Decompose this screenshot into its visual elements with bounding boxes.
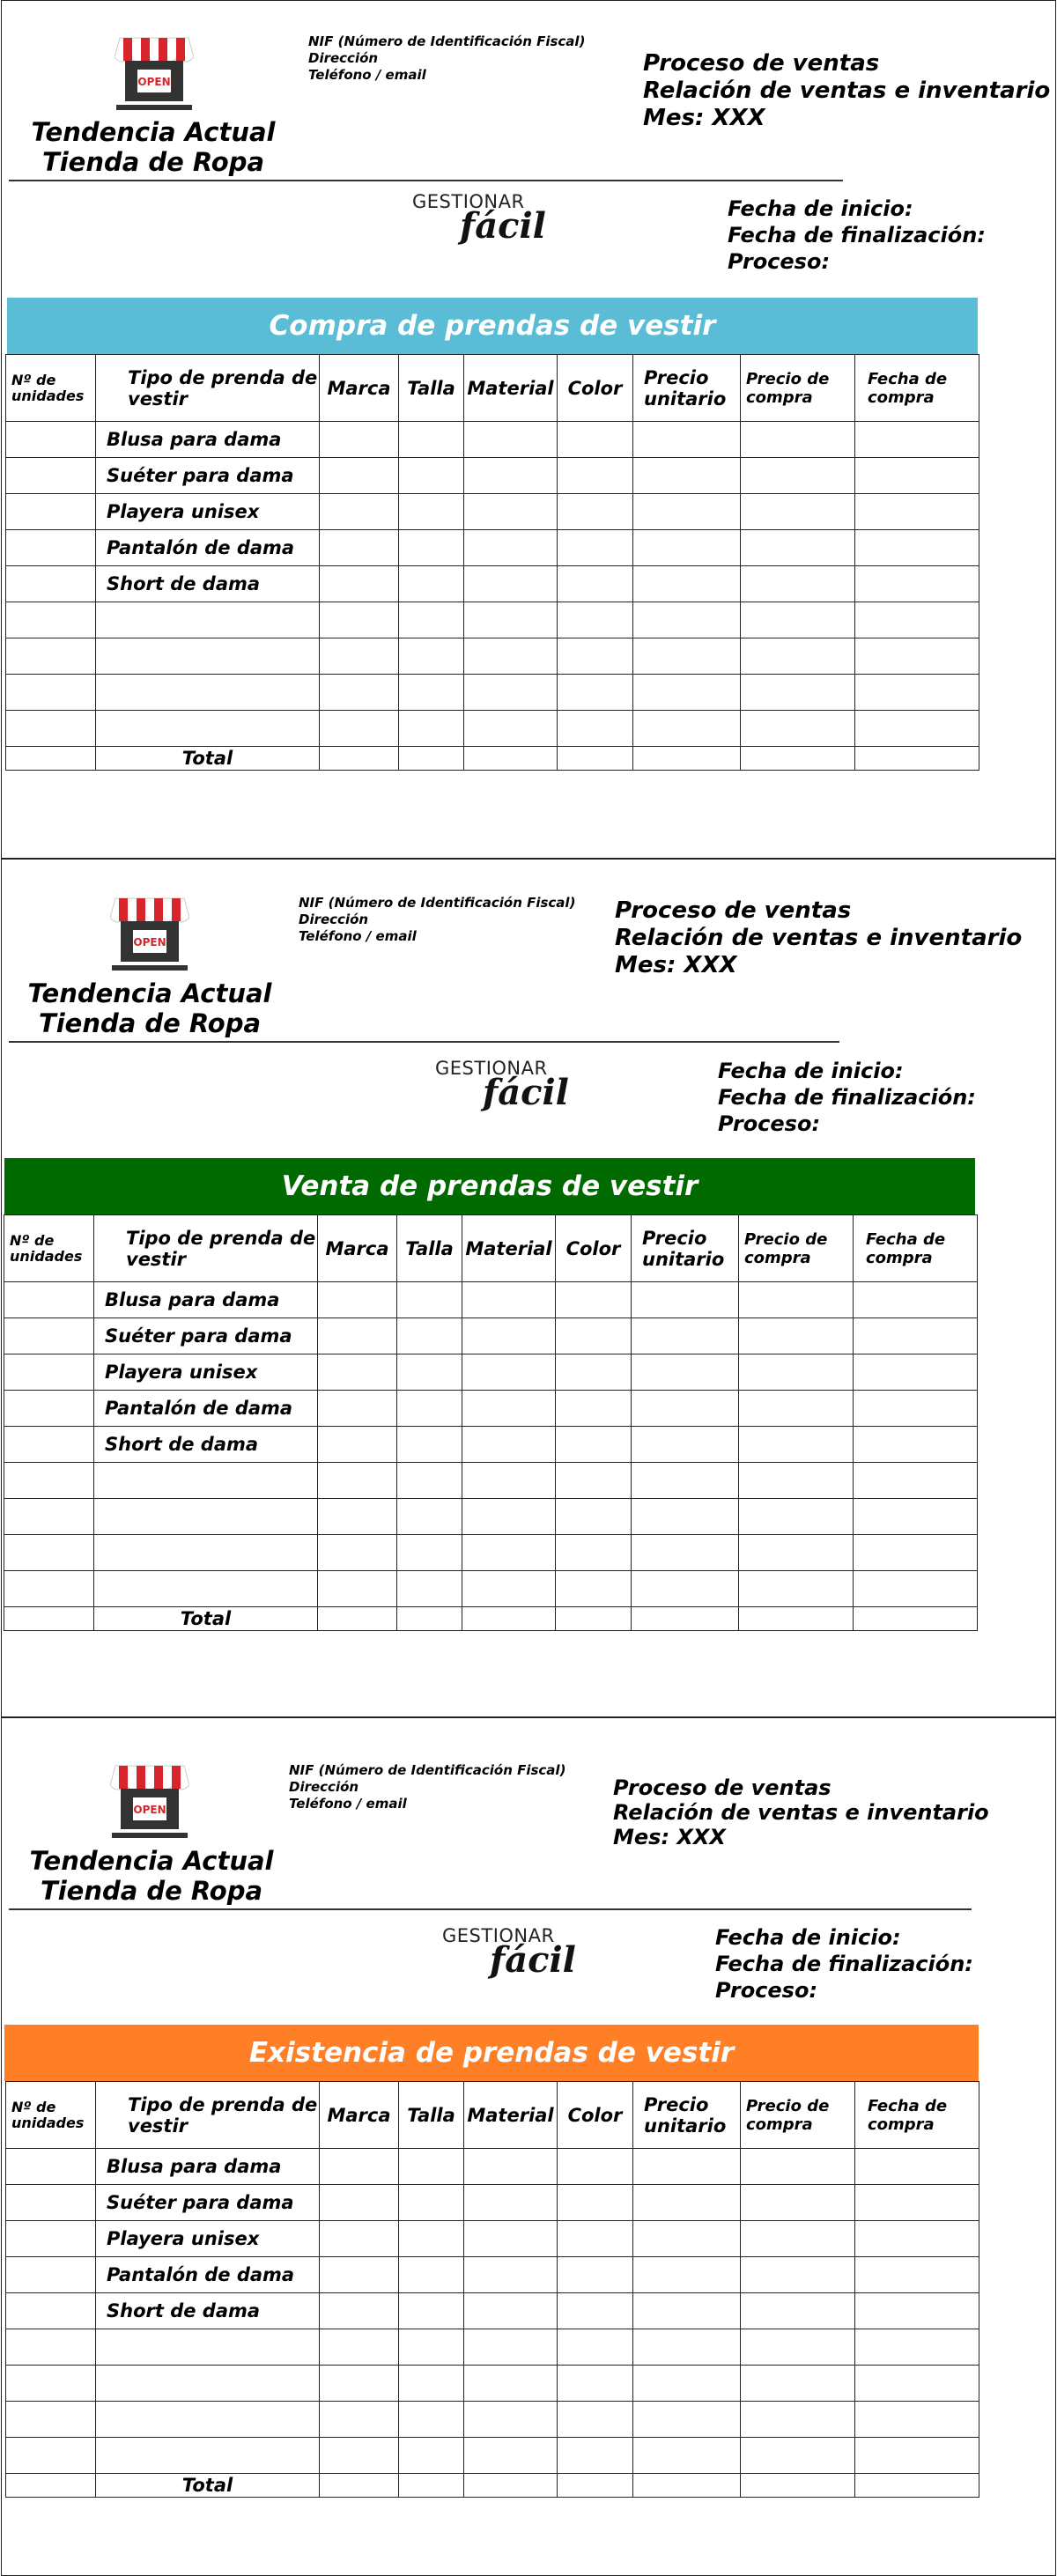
table-row (6, 711, 979, 747)
open-sign-text: OPEN (137, 76, 171, 88)
col-color: Color (558, 2082, 633, 2149)
col-color: Color (558, 355, 633, 422)
start-date-label: Fecha de inicio: (718, 1059, 904, 1083)
table-row (4, 1318, 978, 1354)
col-color: Color (556, 1215, 632, 1282)
contact-label: Teléfono / email (299, 928, 417, 944)
table-row (4, 1535, 978, 1571)
sales-table (4, 1214, 978, 1631)
process-month: Mes: XXX (615, 952, 737, 978)
open-sign-text: OPEN (133, 936, 166, 948)
brand-logo (412, 191, 553, 262)
start-date-label: Fecha de inicio: (715, 1925, 901, 1950)
table-row (4, 1571, 978, 1607)
table-row (6, 638, 979, 675)
date-fields (715, 1924, 973, 2004)
col-purchase-date: Fecha de compra (854, 1215, 978, 1282)
table-row (6, 2185, 979, 2221)
process-info (643, 50, 1050, 132)
nif-label: NIF (Número de Identificación Fiscal) (299, 895, 576, 911)
table-row (6, 675, 979, 711)
item-name: Playera unisex (96, 2221, 320, 2257)
col-unit-price: Precio unitario (632, 1215, 739, 1282)
table-row (4, 1499, 978, 1535)
table-row (6, 494, 979, 530)
date-fields (728, 196, 986, 275)
table-row (6, 2402, 979, 2438)
col-units: Nº de unidades (6, 2082, 96, 2149)
item-name: Suéter para dama (96, 2185, 320, 2221)
total-row (4, 1607, 978, 1631)
brand-logo-sub: fácil (483, 1072, 569, 1113)
total-row (6, 747, 979, 771)
contact-label: Teléfono / email (289, 1796, 407, 1812)
brand-logo (442, 1925, 583, 1996)
col-size: Talla (399, 2082, 464, 2149)
table-row (6, 2293, 979, 2329)
company-name-line2: Tienda de Ropa (40, 1876, 263, 1906)
sheet-compra (1, 0, 1056, 859)
stock-table (5, 2081, 979, 2498)
brand-logo-sub: fácil (490, 1939, 576, 1981)
table-row (6, 458, 979, 494)
start-date-label: Fecha de inicio: (728, 196, 913, 221)
company-name-line1: Tendencia Actual (27, 978, 272, 1008)
brand-logo-top: GESTIONAR (435, 1058, 548, 1079)
company-name-line2: Tienda de Ropa (41, 147, 265, 177)
section-title: Compra de prendas de vestir (269, 310, 716, 342)
process-title: Proceso de ventas (613, 1775, 832, 1800)
item-name: Pantalón de dama (94, 1391, 318, 1427)
item-name: Blusa para dama (96, 2149, 320, 2185)
table-row (6, 2221, 979, 2257)
address-label: Dirección (308, 50, 379, 66)
process-title: Proceso de ventas (643, 50, 880, 77)
col-type: Tipo de prenda de vestir (96, 2082, 320, 2149)
col-units: Nº de unidades (4, 1215, 94, 1282)
total-label: Total (94, 1607, 318, 1631)
brand-logo-top: GESTIONAR (442, 1925, 555, 1946)
table-header-row (6, 355, 979, 422)
item-name: Blusa para dama (96, 422, 320, 458)
table-row (4, 1282, 978, 1318)
sheet-venta (1, 859, 1056, 1717)
process-subtitle: Relación de ventas e inventario (615, 925, 1023, 951)
col-unit-price: Precio unitario (633, 2082, 741, 2149)
nif-label: NIF (Número de Identificación Fiscal) (308, 33, 586, 49)
item-name: Short de dama (96, 566, 320, 602)
company-name-line2: Tienda de Ropa (38, 1008, 262, 1038)
brand-logo (435, 1058, 576, 1128)
contact-label: Teléfono / email (308, 67, 426, 83)
table-row (6, 602, 979, 638)
process-label: Proceso: (728, 249, 831, 274)
col-purchase-date: Fecha de compra (855, 2082, 979, 2149)
item-name: Pantalón de dama (96, 2257, 320, 2293)
table-row (6, 2149, 979, 2185)
col-type: Tipo de prenda de vestir (96, 355, 320, 422)
process-month: Mes: XXX (613, 1825, 726, 1849)
table-header-row (6, 2082, 979, 2149)
item-name: Suéter para dama (94, 1318, 318, 1354)
company-name (19, 1846, 284, 1906)
item-name: Suéter para dama (96, 458, 320, 494)
item-name: Playera unisex (94, 1354, 318, 1391)
company-info (299, 895, 575, 945)
process-title: Proceso de ventas (615, 897, 852, 924)
process-subtitle: Relación de ventas e inventario (613, 1800, 989, 1825)
company-info (289, 1762, 565, 1812)
shop-logo-icon (110, 1762, 189, 1843)
item-name: Blusa para dama (94, 1282, 318, 1318)
table-row (4, 1427, 978, 1463)
section-title: Venta de prendas de vestir (281, 1170, 699, 1202)
shop-logo-icon (110, 895, 189, 976)
section-title: Existencia de prendas de vestir (248, 2037, 735, 2069)
col-purchase-price: Precio de compra (741, 2082, 855, 2149)
section-banner-compra (7, 298, 978, 354)
end-date-label: Fecha de finalización: (718, 1085, 976, 1110)
table-row (6, 566, 979, 602)
table-row (6, 2366, 979, 2402)
company-name (21, 117, 285, 177)
company-info (308, 33, 585, 84)
brand-logo-top: GESTIONAR (412, 191, 525, 212)
table-row (6, 2257, 979, 2293)
section-banner-venta (4, 1158, 975, 1214)
company-name-line1: Tendencia Actual (31, 117, 276, 147)
end-date-label: Fecha de finalización: (715, 1952, 973, 1976)
end-date-label: Fecha de finalización: (728, 223, 986, 247)
address-label: Dirección (299, 912, 369, 927)
col-size: Talla (399, 355, 464, 422)
address-label: Dirección (289, 1779, 359, 1795)
item-name: Playera unisex (96, 494, 320, 530)
process-month: Mes: XXX (643, 105, 765, 131)
table-row (6, 530, 979, 566)
col-material: Material (464, 355, 558, 422)
col-purchase-price: Precio de compra (741, 355, 855, 422)
col-size: Talla (397, 1215, 462, 1282)
table-row (4, 1354, 978, 1391)
col-unit-price: Precio unitario (633, 355, 741, 422)
col-purchase-date: Fecha de compra (855, 355, 979, 422)
process-info (613, 1775, 989, 1849)
col-brand: Marca (320, 355, 399, 422)
table-row (6, 2438, 979, 2474)
col-units: Nº de unidades (6, 355, 96, 422)
item-name: Pantalón de dama (96, 530, 320, 566)
col-material: Material (464, 2082, 558, 2149)
nif-label: NIF (Número de Identificación Fiscal) (289, 1762, 566, 1778)
col-purchase-price: Precio de compra (739, 1215, 854, 1282)
shop-logo-icon (115, 34, 194, 115)
table-header-row (4, 1215, 978, 1282)
col-material: Material (462, 1215, 556, 1282)
company-name (18, 978, 282, 1038)
table-row (6, 422, 979, 458)
sheet-existencia (1, 1717, 1056, 2576)
process-label: Proceso: (718, 1111, 821, 1136)
company-name-line1: Tendencia Actual (29, 1846, 274, 1876)
table-row (6, 2329, 979, 2366)
col-type: Tipo de prenda de vestir (94, 1215, 318, 1282)
item-name: Short de dama (96, 2293, 320, 2329)
section-banner-existencia (4, 2025, 979, 2081)
date-fields (718, 1058, 976, 1137)
table-row (4, 1391, 978, 1427)
total-row (6, 2474, 979, 2498)
process-label: Proceso: (715, 1978, 818, 2003)
process-info (615, 897, 1022, 979)
header-divider (9, 1908, 972, 1910)
item-name: Short de dama (94, 1427, 318, 1463)
purchase-table (5, 354, 979, 771)
col-brand: Marca (320, 2082, 399, 2149)
header-divider (9, 180, 843, 181)
header-divider (9, 1041, 839, 1043)
col-brand: Marca (318, 1215, 397, 1282)
open-sign-text: OPEN (133, 1804, 166, 1816)
total-label: Total (96, 747, 320, 771)
brand-logo-sub: fácil (460, 205, 546, 247)
table-row (4, 1463, 978, 1499)
total-label: Total (96, 2474, 320, 2498)
process-subtitle: Relación de ventas e inventario (643, 78, 1051, 104)
